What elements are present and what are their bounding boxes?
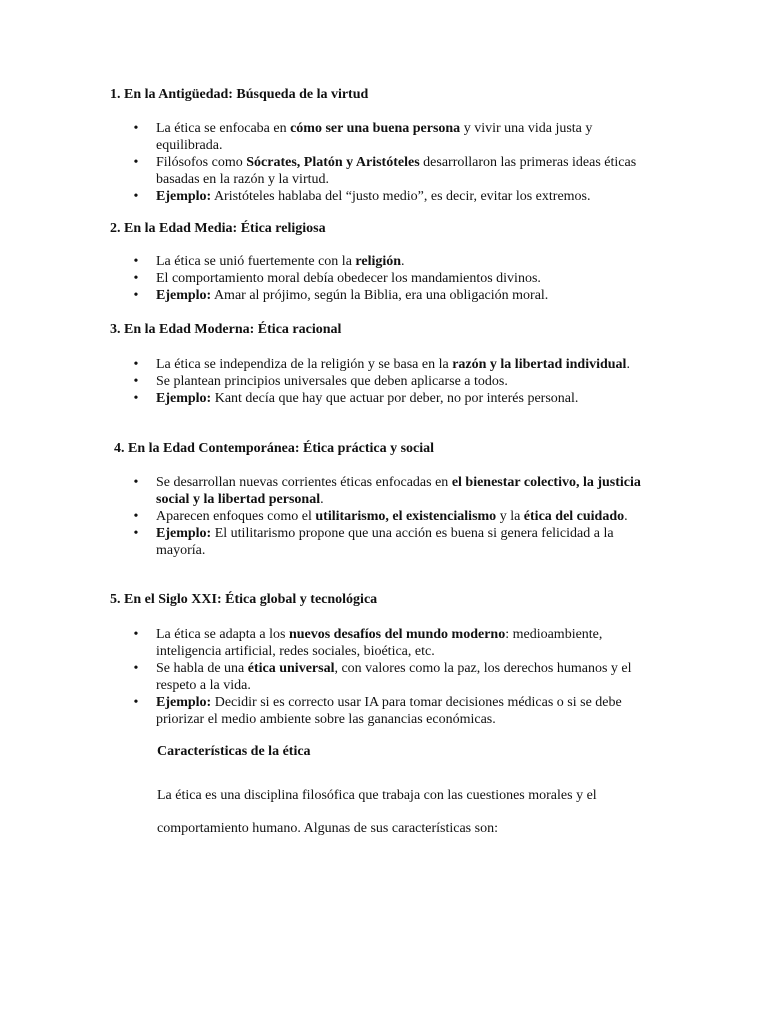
bullet-icon: • xyxy=(133,288,139,303)
section-heading-edad-contemporanea: 4. En la Edad Contemporánea: Ética práctica y social xyxy=(114,441,435,456)
list-item: • Aparecen enfoques como el utilitarismo, el existencialismo y la ética del cuidado. xyxy=(130,508,650,525)
list-item: • Ejemplo: Amar al prójimo, según la Biblia, era una obligación moral. xyxy=(130,287,650,304)
bullet-icon: • xyxy=(133,155,139,170)
list-item: • El comportamiento moral debía obedecer los mandamientos divinos. xyxy=(130,270,650,287)
section-list-siglo-xxi xyxy=(130,626,650,728)
bullet-icon: • xyxy=(133,391,139,406)
section-heading-siglo-xxi: 5. En el Siglo XXI: Ética global y tecnológica xyxy=(110,592,378,607)
bullet-icon: • xyxy=(133,271,139,286)
bullet-icon: • xyxy=(133,695,139,710)
list-item: • Ejemplo: El utilitarismo propone que una acción es buena si genera felicidad a la mayoría. xyxy=(130,525,650,559)
list-item: • Ejemplo: Aristóteles hablaba del “justo medio”, es decir, evitar los extremos. xyxy=(130,188,650,205)
list-item: • Se desarrollan nuevas corrientes éticas enfocadas en el bienestar colectivo, la justicia social y la libertad personal. xyxy=(130,474,650,508)
characteristics-heading: Características de la ética xyxy=(157,744,311,759)
list-item: • Filósofos como Sócrates, Platón y Aristóteles desarrollaron las primeras ideas éticas basadas en la razón y la virtud. xyxy=(130,154,650,188)
section-list-edad-media xyxy=(130,253,650,304)
list-item: • La ética se unió fuertemente con la religión. xyxy=(130,253,650,270)
bullet-icon: • xyxy=(133,357,139,372)
list-item: • Se habla de una ética universal, con valores como la paz, los derechos humanos y el respeto a la vida. xyxy=(130,660,650,694)
list-item: • La ética se enfocaba en cómo ser una buena persona y vivir una vida justa y equilibrada. xyxy=(130,120,650,154)
list-item: • Se plantean principios universales que deben aplicarse a todos. xyxy=(130,373,650,390)
section-list-edad-moderna xyxy=(130,356,650,407)
list-item: • Ejemplo: Kant decía que hay que actuar por deber, no por interés personal. xyxy=(130,390,650,407)
bullet-icon: • xyxy=(133,121,139,136)
bullet-icon: • xyxy=(133,509,139,524)
bullet-icon: • xyxy=(133,374,139,389)
list-item: • La ética se adapta a los nuevos desafíos del mundo moderno: medioambiente, inteligencia artificial, redes sociales, bioética, etc. xyxy=(130,626,650,660)
bullet-icon: • xyxy=(133,254,139,269)
section-heading-edad-media: 2. En la Edad Media: Ética religiosa xyxy=(110,221,326,236)
section-list-antiguedad xyxy=(130,120,650,205)
bullet-icon: • xyxy=(133,475,139,490)
list-item: • Ejemplo: Decidir si es correcto usar IA para tomar decisiones médicas o si se debe priorizar el medio ambiente sobre las ganancias económicas. xyxy=(130,694,650,728)
bullet-icon: • xyxy=(133,661,139,676)
bullet-icon: • xyxy=(133,526,139,541)
bullet-icon: • xyxy=(133,189,139,204)
bullet-icon: • xyxy=(133,627,139,642)
section-heading-antiguedad: 1. En la Antigüedad: Búsqueda de la virtud xyxy=(110,87,369,102)
section-heading-edad-moderna: 3. En la Edad Moderna: Ética racional xyxy=(110,322,342,337)
characteristics-paragraph-line-1: La ética es una disciplina filosófica que trabaja con las cuestiones morales y el xyxy=(157,788,597,803)
list-item: • La ética se independiza de la religión y se basa en la razón y la libertad individual. xyxy=(130,356,650,373)
section-list-edad-contemporanea xyxy=(130,474,650,559)
characteristics-paragraph-line-2: comportamiento humano. Algunas de sus características son: xyxy=(157,821,498,836)
